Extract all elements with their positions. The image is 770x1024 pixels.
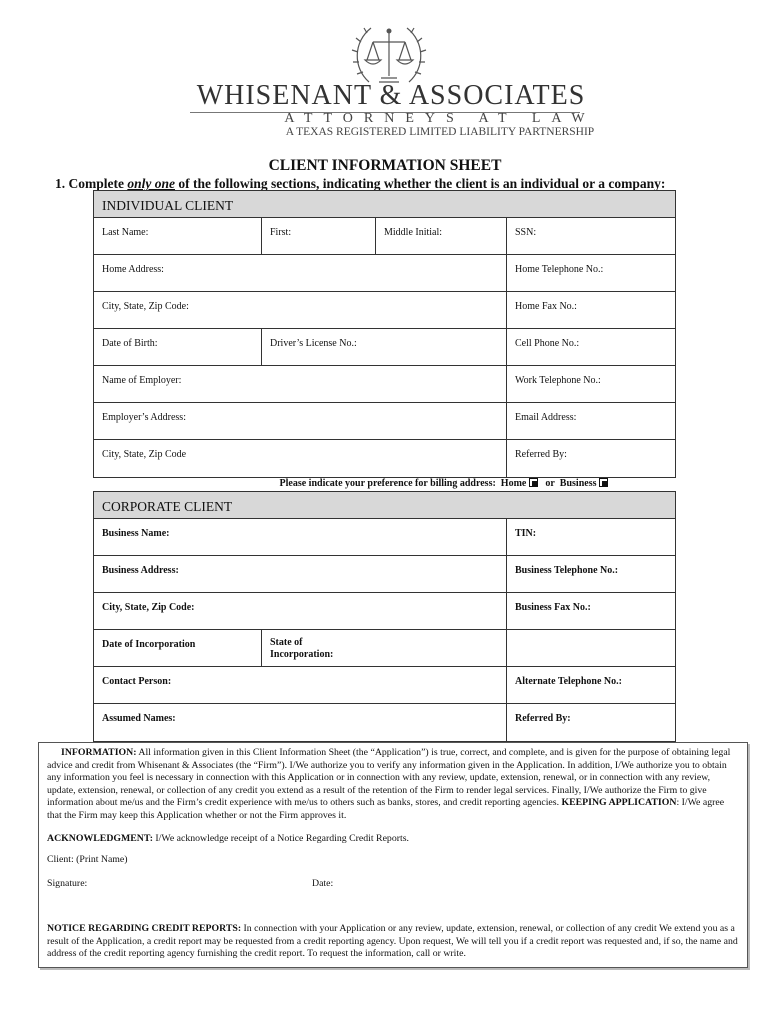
scales-of-justice-seal-icon bbox=[349, 22, 429, 88]
business-telephone-field[interactable]: Business Telephone No.: bbox=[515, 565, 619, 576]
billing-home-label: Home bbox=[500, 478, 527, 489]
state-of-incorporation-field[interactable]: State of Incorporation: bbox=[262, 630, 507, 666]
cell-phone-field[interactable]: Cell Phone No.: bbox=[515, 338, 580, 349]
alternate-telephone-field[interactable]: Alternate Telephone No.: bbox=[515, 676, 622, 687]
acknowledgment-paragraph: ACKNOWLEDGMENT: I/We acknowledge receipt of a Notice Regarding Credit Reports. bbox=[47, 833, 409, 844]
contact-person-field[interactable]: Contact Person: bbox=[94, 667, 507, 703]
page-title: CLIENT INFORMATION SHEET bbox=[268, 157, 502, 174]
firm-tagline: A TEXAS REGISTERED LIMITED LIABILITY PARTNERSHIP bbox=[285, 126, 595, 138]
information-paragraph: INFORMATION: All information given in this Client Information Sheet (the “Application”) is true, correct, and complete, and is given for the purpose of obtaining legal advice and credit from Whisenant & Associates (the “Firm”). I/We authorize you to verify any information given in the Application. In addition, I/We authorize you to obtain any information you feel is necessary in connection with this Application or in connection with any review, update, extension, renewal, or in connection with any review, update, extension, renewal, or collection of any credit you extend as a result of the retention of the Firm to render legal services. Finally, I/We authorize the Firm to give information about me/us and the Firm’s credit experience with me/us to others such as banks, stores, and credit reporting agencies. KEEPING APPLICATION: I/We agree that the Firm may keep this Application whether or not the Firm approves it. bbox=[47, 747, 731, 821]
middle-initial-field[interactable]: Middle Initial: bbox=[376, 218, 507, 254]
business-city-state-zip-field[interactable]: City, State, Zip Code: bbox=[94, 593, 507, 629]
assumed-names-field[interactable]: Assumed Names: bbox=[94, 704, 507, 741]
email-address-field[interactable]: Email Address: bbox=[515, 412, 577, 423]
table-row bbox=[94, 329, 675, 366]
table-row bbox=[94, 218, 675, 255]
table-row bbox=[94, 440, 675, 477]
corporate-client-heading: CORPORATE CLIENT bbox=[94, 492, 675, 519]
last-name-field[interactable]: Last Name: bbox=[94, 218, 262, 254]
table-row bbox=[94, 704, 675, 741]
date-of-incorporation-field[interactable]: Date of Incorporation bbox=[94, 630, 262, 666]
table-row bbox=[94, 366, 675, 403]
business-fax-field[interactable]: Business Fax No.: bbox=[515, 602, 591, 613]
instruction-text: 1. Complete only one of the following sections, indicating whether the client is an individual or a company: bbox=[55, 176, 666, 191]
table-row bbox=[94, 556, 675, 593]
drivers-license-field[interactable]: Driver’s License No.: bbox=[262, 329, 507, 365]
date-field[interactable]: Date: bbox=[312, 878, 334, 889]
information-box bbox=[38, 742, 748, 968]
first-name-field[interactable]: First: bbox=[262, 218, 376, 254]
corporate-client-table bbox=[93, 491, 676, 742]
corporate-referred-by-field[interactable]: Referred By: bbox=[515, 713, 571, 724]
billing-home-checkbox[interactable] bbox=[529, 478, 538, 487]
billing-business-label: Business bbox=[559, 478, 597, 489]
individual-client-table bbox=[93, 190, 676, 478]
date-of-birth-field[interactable]: Date of Birth: bbox=[94, 329, 262, 365]
home-telephone-field[interactable]: Home Telephone No.: bbox=[515, 264, 604, 275]
client-print-name-field[interactable]: Client: (Print Name) bbox=[47, 854, 128, 865]
employer-address-field[interactable]: Employer’s Address: bbox=[94, 403, 507, 439]
table-row bbox=[94, 593, 675, 630]
table-row bbox=[94, 667, 675, 704]
table-row bbox=[94, 255, 675, 292]
table-row bbox=[94, 403, 675, 440]
incorporation-blank-field[interactable] bbox=[507, 630, 675, 666]
ssn-field[interactable]: SSN: bbox=[515, 227, 537, 238]
billing-preference: Please indicate your preference for billing address: Home or Business bbox=[0, 478, 770, 489]
tin-field[interactable]: TIN: bbox=[515, 528, 537, 539]
business-address-field[interactable]: Business Address: bbox=[94, 556, 507, 592]
business-name-field[interactable]: Business Name: bbox=[94, 519, 507, 555]
city-state-zip-field[interactable]: City, State, Zip Code: bbox=[94, 292, 507, 328]
individual-client-heading: INDIVIDUAL CLIENT bbox=[94, 191, 675, 218]
employer-name-field[interactable]: Name of Employer: bbox=[94, 366, 507, 402]
firm-name: WHISENANT & ASSOCIATES bbox=[196, 80, 586, 111]
table-row bbox=[94, 519, 675, 556]
firm-subtitle: ATTORNEYS AT LAW bbox=[284, 111, 596, 126]
home-address-field[interactable]: Home Address: bbox=[94, 255, 507, 291]
credit-notice-paragraph: NOTICE REGARDING CREDIT REPORTS: In connection with your Application or any review, update, extension, renewal, or collection of any credit We extend you as a result of the Application, a credit report may be requested from a credit reporting agency. Upon request, We will tell you if a credit report was requested and, if so, the name and address of the credit reporting agency furnishing the credit report. To request the information, call or write. bbox=[47, 923, 738, 959]
employer-city-state-zip-field[interactable]: City, State, Zip Code bbox=[94, 440, 507, 477]
referred-by-field[interactable]: Referred By: bbox=[515, 449, 567, 460]
table-row bbox=[94, 630, 675, 667]
work-telephone-field[interactable]: Work Telephone No.: bbox=[515, 375, 601, 386]
table-row bbox=[94, 292, 675, 329]
home-fax-field[interactable]: Home Fax No.: bbox=[515, 301, 577, 312]
signature-field[interactable]: Signature: bbox=[47, 878, 88, 889]
billing-business-checkbox[interactable] bbox=[599, 478, 608, 487]
